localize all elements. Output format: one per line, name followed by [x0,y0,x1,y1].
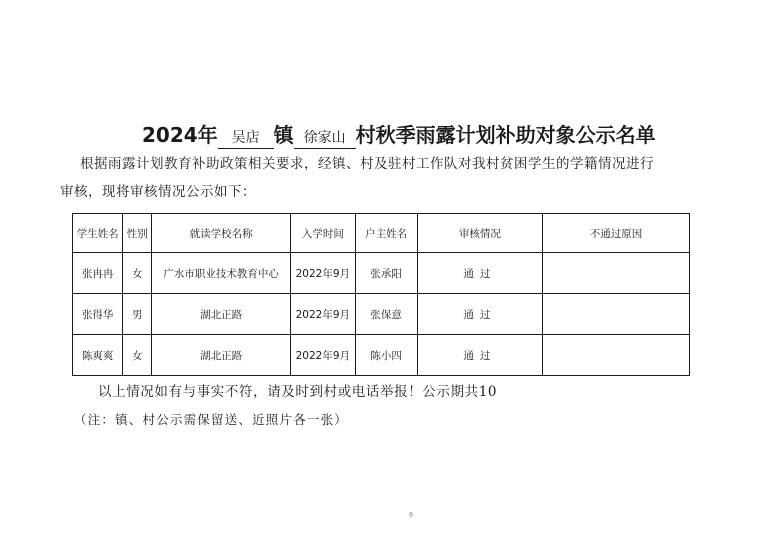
cell-fail-reason [543,253,690,294]
cell-gender: 男 [123,294,152,335]
cell-householder: 张保意 [355,294,417,335]
intro-paragraph [60,150,700,206]
cell-fail-reason [543,294,690,335]
cell-school: 湖北正路 [152,294,291,335]
cell-school: 湖北正路 [152,335,291,376]
cell-review-status: 通过 [417,335,542,376]
intro-line-1: 根据雨露计划教育补助政策相关要求，经镇、村及驻村工作队对我村贫困学生的学籍情况进行 [80,156,654,172]
cell-householder: 张承阳 [355,253,417,294]
header-review-status: 审核情况 [417,214,542,253]
title-village-fill: 徐家山 [294,128,356,149]
table-row [73,294,690,335]
cell-review-status: 通过 [417,253,542,294]
header-gender: 性别 [123,214,152,253]
cell-enroll-date: 2022年9月 [291,294,355,335]
document-title [142,118,702,152]
table-row [73,335,690,376]
table-row [73,253,690,294]
title-town-suffix: 镇 [273,123,294,147]
page-mark: 9 [409,512,413,519]
cell-student-name: 张冉冉 [73,253,123,294]
footer-notice: 以上情况如有与事实不符，请及时到村或电话举报！公示期共10 [98,384,498,400]
footer-note: （注：镇、村公示需保留送、近照片各一张） [74,412,349,427]
header-student-name: 学生姓名 [73,214,123,253]
cell-enroll-date: 2022年9月 [291,253,355,294]
title-year: 2024年 [142,123,218,147]
header-school: 就读学校名称 [152,214,291,253]
header-enroll-date: 入学时间 [291,214,355,253]
review-table [72,213,690,376]
title-rest: 村秋季雨露计划补助对象公示名单 [355,123,656,147]
cell-enroll-date: 2022年9月 [291,335,355,376]
cell-school: 广水市职业技术教育中心 [152,253,291,294]
header-fail-reason: 不通过原因 [543,214,690,253]
intro-line-2: 审核，现将审核情况公示如下： [60,184,256,200]
cell-student-name: 张得华 [73,294,123,335]
table-header-row [73,214,690,253]
cell-gender: 女 [123,335,152,376]
header-householder: 户主姓名 [355,214,417,253]
cell-gender: 女 [123,253,152,294]
cell-householder: 陈小四 [355,335,417,376]
cell-student-name: 陈爽爽 [73,335,123,376]
cell-fail-reason [543,335,690,376]
title-town-fill: 吴店 [218,128,274,149]
cell-review-status: 通过 [417,294,542,335]
